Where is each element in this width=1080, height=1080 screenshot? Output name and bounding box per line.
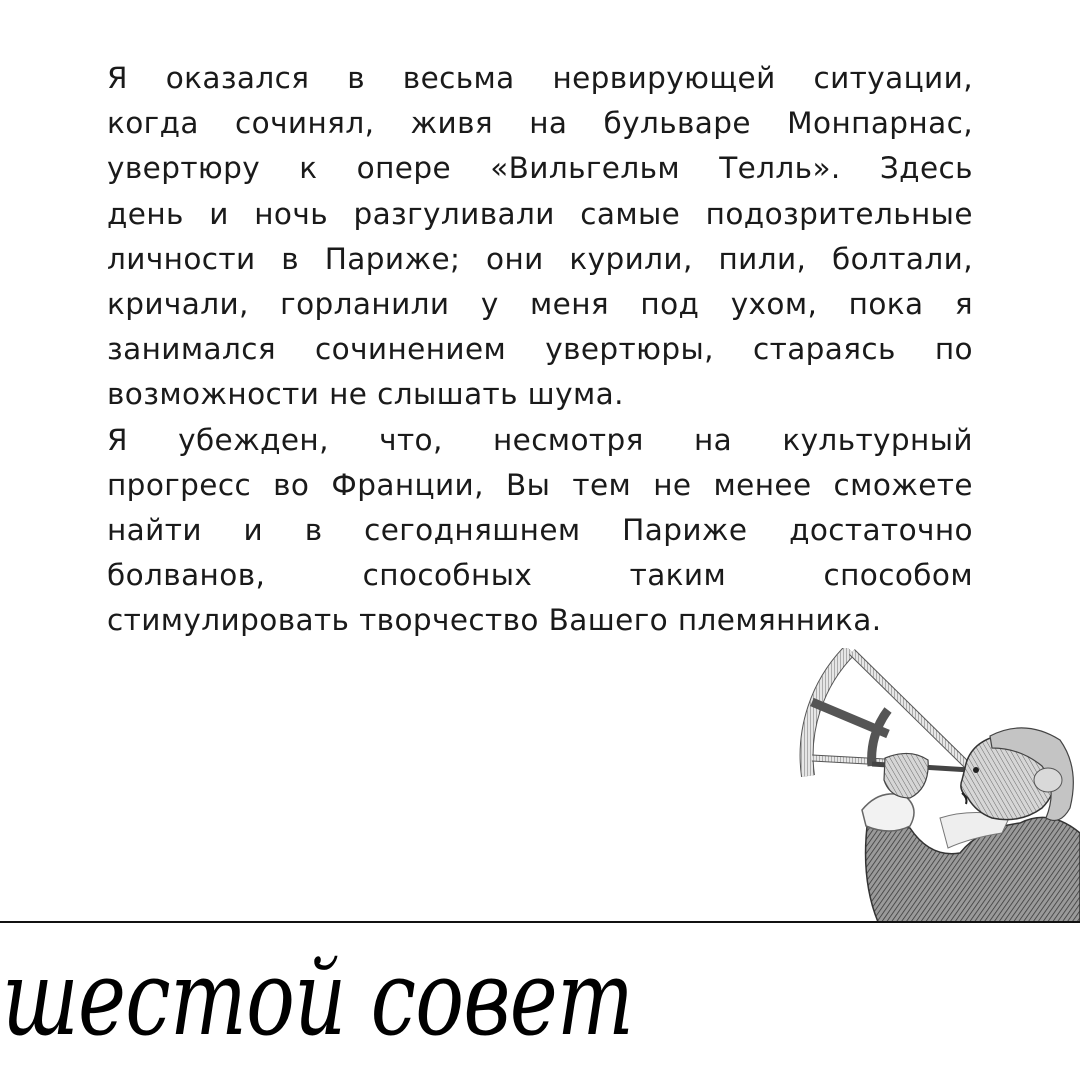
text-line: [107, 101, 973, 146]
word: ситуации,: [813, 61, 973, 95]
word: самые: [580, 196, 681, 231]
word: «Вильгельм: [490, 151, 681, 186]
word: к: [299, 151, 318, 186]
word: ночь: [254, 196, 329, 231]
word: разгуливали: [353, 196, 555, 231]
text-line: [107, 282, 973, 327]
text-line: [107, 508, 973, 553]
word: менее: [713, 467, 812, 502]
word: несмотря: [492, 422, 644, 457]
word: личности: [107, 241, 256, 276]
word: в: [304, 513, 323, 548]
word: Париже;: [324, 241, 461, 276]
word: увертюру: [107, 151, 261, 186]
word: на: [529, 106, 568, 141]
word: кричали,: [107, 287, 249, 322]
word: меня: [530, 287, 610, 322]
word: сможете: [833, 467, 973, 502]
word: Телль».: [719, 151, 841, 186]
word: пили,: [718, 241, 807, 276]
text-line: возможности не слышать шума.: [107, 377, 624, 412]
word: пока: [848, 287, 924, 322]
word: опере: [356, 151, 452, 186]
word: когда: [107, 106, 199, 141]
word: оказался: [165, 61, 310, 95]
word: болтали,: [832, 241, 973, 276]
text-line: [107, 553, 973, 598]
text-line: [107, 418, 973, 463]
word: убежден,: [178, 422, 329, 457]
word: таким: [629, 558, 727, 593]
word: увертюры,: [545, 332, 714, 367]
word: по: [934, 332, 973, 367]
text-line: [107, 237, 973, 282]
text-line: [107, 146, 973, 191]
word: в: [281, 241, 300, 276]
word: стараясь: [752, 332, 896, 367]
text-line: стимулировать творчество Вашего племянника.: [107, 603, 882, 638]
word: живя: [410, 106, 494, 141]
word: в: [347, 61, 365, 95]
word: Вы: [505, 467, 551, 502]
text-line: [107, 56, 973, 101]
word: на: [693, 422, 733, 457]
word: прогресс: [107, 467, 252, 502]
text-line: [107, 192, 973, 237]
word: Я: [107, 61, 128, 95]
word: сочинением: [315, 332, 507, 367]
word: горланили: [280, 287, 450, 322]
word: день: [107, 196, 184, 231]
word: Монпарнас,: [787, 106, 973, 141]
word: способных: [362, 558, 533, 593]
word: сочинял,: [235, 106, 375, 141]
word: достаточно: [789, 513, 973, 548]
word: занимался: [107, 332, 276, 367]
word: и: [243, 513, 264, 548]
word: что,: [379, 422, 443, 457]
sextant-man-illustration-icon: [780, 648, 1080, 922]
word: культурный: [782, 422, 973, 457]
word: и: [209, 196, 229, 231]
word: найти: [107, 513, 202, 548]
word: нервирующей: [552, 61, 776, 95]
word: во: [273, 467, 310, 502]
word: Я: [107, 422, 128, 457]
word: способом: [823, 558, 973, 593]
word: бульваре: [603, 106, 751, 141]
text-line: [107, 327, 973, 372]
word: весьма: [402, 61, 515, 95]
section-title: шестой совет: [2, 937, 634, 1059]
word: тем: [572, 467, 632, 502]
word: Здесь: [879, 151, 973, 186]
word: под: [640, 287, 700, 322]
paragraph-2: [107, 418, 973, 644]
text-line: [107, 463, 973, 508]
word: Франции,: [331, 467, 484, 502]
article-body: [107, 56, 973, 644]
word: у: [480, 287, 499, 322]
word: не: [653, 467, 692, 502]
word: Париже: [622, 513, 748, 548]
section-divider: [0, 921, 1080, 923]
word: болванов,: [107, 558, 266, 593]
word: подозрительные: [705, 196, 973, 231]
word: курили,: [569, 241, 693, 276]
word: ухом,: [730, 287, 818, 322]
word: они: [486, 241, 544, 276]
paragraph-1: [107, 56, 973, 418]
word: я: [954, 287, 973, 322]
word: сегодняшнем: [364, 513, 581, 548]
